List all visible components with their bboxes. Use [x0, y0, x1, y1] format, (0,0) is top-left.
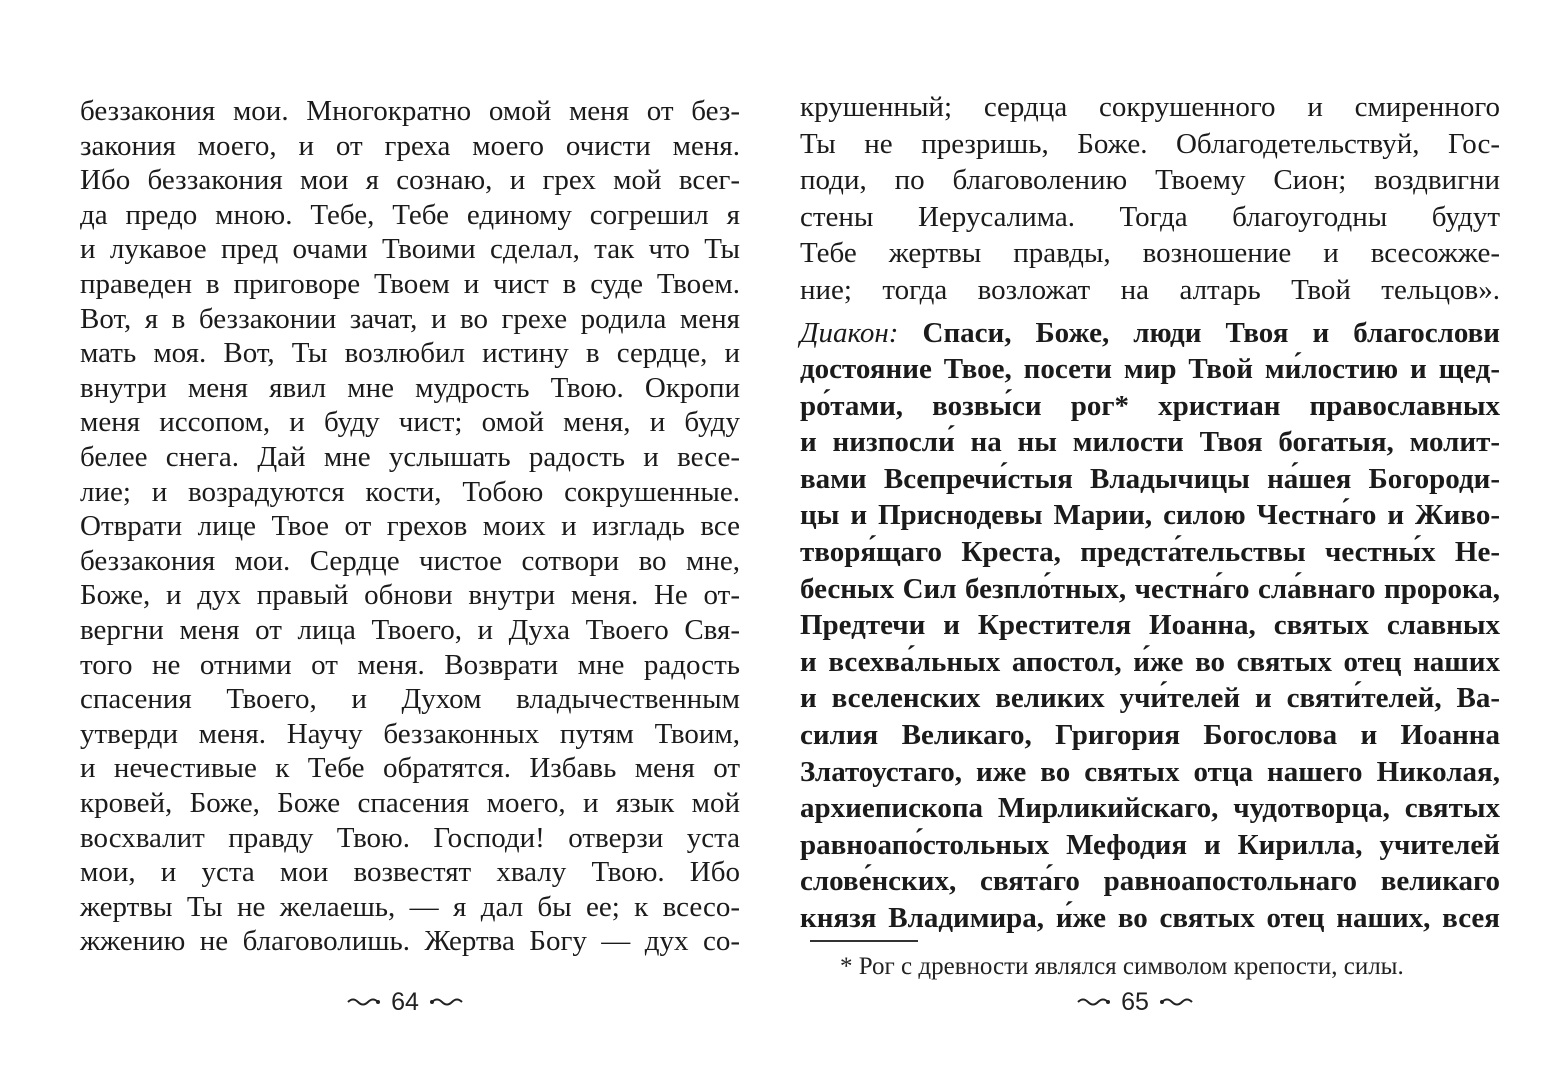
page-number-footer-right	[1060, 982, 1210, 1022]
text-line: жжению не благоволишь. Жертва Богу — дух со-	[80, 925, 740, 958]
text-line: беззакония мои. Сердце чистое сотвори во мне,	[80, 544, 740, 577]
text-line: Вот, я в беззаконии зачат, и во грехе родила меня	[80, 302, 740, 335]
text-line: Отврати лице Твое от грехов моих и изгладь все	[80, 510, 740, 543]
footnote: * Рог с древности являлся символом крепости, силы.	[840, 953, 1404, 980]
text-line: равноапо́стольных Мефодия и Кирилла, учителей	[800, 828, 1500, 861]
text-line: Ты не презришь, Боже. Облагодетельствуй, Гос-	[800, 127, 1500, 160]
right-page	[770, 0, 1543, 1080]
page-number: 65	[1121, 987, 1149, 1016]
text-line: стены Иерусалима. Тогда благоугодны будут	[800, 200, 1500, 233]
text-line: внутри меня явил мне мудрость Твою. Окропи	[80, 371, 740, 404]
text-line: восхвалит правду Твою. Господи! отверзи уста	[80, 821, 740, 854]
text-line: утверди меня. Научу беззаконных путям Твоим,	[80, 717, 740, 750]
left-page	[0, 0, 770, 1080]
text-line: достояние Твое, посети мир Твой ми́лостию и щед-	[800, 353, 1500, 385]
text-line: Ибо беззакония мои я сознаю, и грех мой всег-	[80, 164, 740, 197]
text-line: мои, и уста мои возвестят хвалу Твою. Ибо	[80, 856, 740, 889]
text-line: беззакония мои. Многократно омой меня от без-	[80, 95, 740, 127]
text-line: князя Владимира, и́же во святых отец наших, всея	[800, 902, 1500, 934]
text-line: архиепископа Мирликийскаго, чудотворца, святых	[800, 792, 1500, 825]
text-line: белее снега. Дай мне услышать радость и весе-	[80, 441, 740, 473]
page-number: 64	[391, 987, 419, 1016]
text-line: Предтечи и Крестителя Иоанна, святых славных	[800, 609, 1500, 642]
text-line: лие; и возрадуются кости, Тобою сокрушенные.	[80, 475, 740, 508]
text-line: крушенный; сердца сокрушенного и смиренного	[800, 91, 1500, 123]
text-line: ро́тами, возвы́си рог* христиан православных	[800, 389, 1500, 422]
text-line: слове́нских, свята́го равноапостольнаго великаго	[800, 865, 1500, 898]
text-line: Златоустаго, иже во святых отца нашего Николая,	[800, 755, 1500, 788]
text-line: того не отними от меня. Возврати мне радость	[80, 648, 740, 681]
text-line: мать моя. Вот, Ты возлюбил истину в сердце, и	[80, 337, 740, 370]
text-line: Тебе жертвы правды, возношение и всесожже-	[800, 237, 1500, 270]
text-line: вергни меня от лица Твоего, и Духа Твоего Свя-	[80, 614, 740, 646]
text-line	[800, 316, 1500, 350]
text-line: Боже, и дух правый обнови внутри меня. Не от-	[80, 579, 740, 612]
ornament-icon	[1077, 996, 1111, 1008]
ornament-icon	[429, 996, 463, 1008]
ornament-icon	[347, 996, 381, 1008]
deacon-label: Диакон:	[800, 317, 899, 349]
text-line: силия Великаго, Григория Богослова и Иоанна	[800, 719, 1500, 751]
text-line: и лукавое пред очами Твоими сделал, так что Ты	[80, 233, 740, 266]
text-line: поди, по благоволению Твоему Сион; воздвигни	[800, 164, 1500, 197]
text-line: творя́щаго Креста, предста́тельствы честны́х Не-	[800, 536, 1500, 568]
text-line: закония моего, и от греха моего очисти меня.	[80, 129, 740, 162]
text-line: ние; тогда возложат на алтарь Твой тельцов».	[800, 274, 1500, 306]
text-line: и низпосли́ на ны милости Твоя богатыя, молит-	[800, 426, 1500, 459]
text-line: вами Всепречи́стыя Владычицы на́шея Богороди-	[800, 462, 1500, 495]
text-line: цы и Приснодевы Марии, силою Честна́го и Живо-	[800, 499, 1500, 532]
text-line: и вселенских великих учи́телей и святи́телей, Ва-	[800, 682, 1500, 715]
footnote-separator	[810, 940, 918, 942]
text-line: спасения Твоего, и Духом владычественным	[80, 683, 740, 716]
page-number-footer-left	[330, 982, 480, 1022]
text-line: праведен в приговоре Твоем и чист в суде Твоем.	[80, 268, 740, 300]
ornament-icon	[1159, 996, 1193, 1008]
text-line: бесных Сил безпло́тных, честна́го сла́внаго пророка,	[800, 572, 1500, 605]
deacon-first-line: Спаси, Боже, люди Твоя и благослови	[922, 317, 1500, 349]
text-line: и нечестивые к Тебе обратятся. Избавь меня от	[80, 752, 740, 785]
text-line: кровей, Боже, Боже спасения моего, и язык мой	[80, 787, 740, 819]
text-line: жертвы Ты не желаешь, — я дал бы ее; к всесо-	[80, 890, 740, 923]
text-line: и всехва́льных апостол, и́же во святых отец наших	[800, 645, 1500, 678]
text-line: меня иссопом, и буду чист; омой меня, и буду	[80, 406, 740, 439]
text-line: да предо мною. Тебе, Тебе единому согрешил я	[80, 198, 740, 231]
